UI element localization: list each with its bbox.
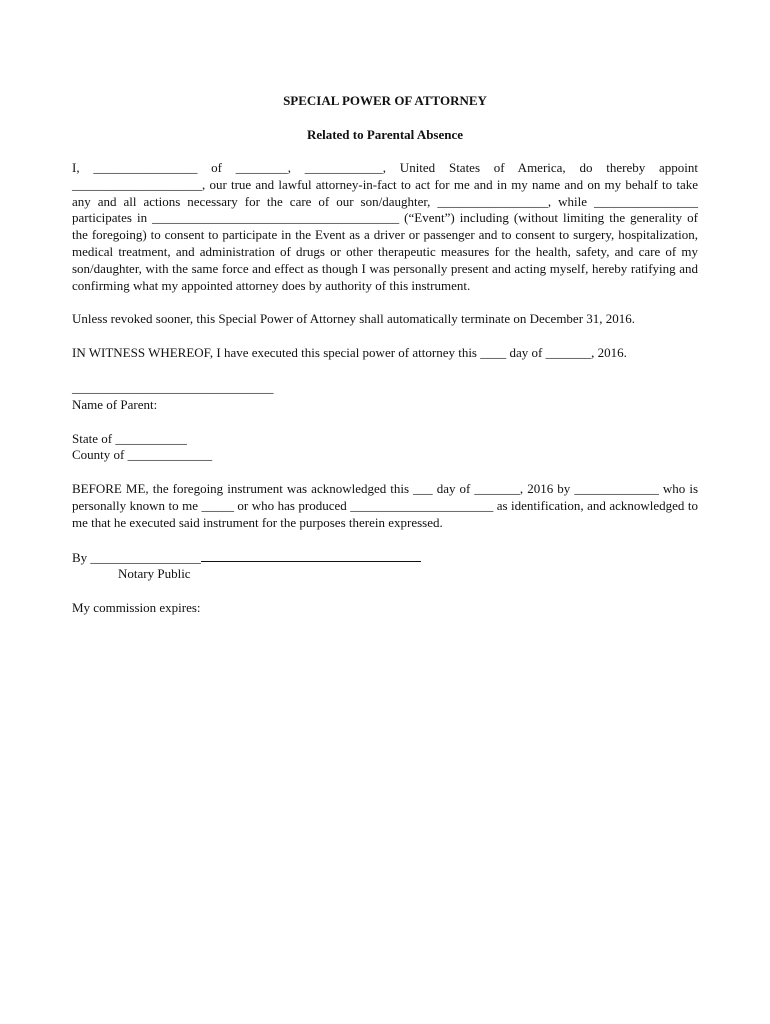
acknowledgment-paragraph: BEFORE ME, the foregoing instrument was acknowledged this ___ day of _______, 2016 by _____________ who is personally known to me _____ or who has produced ______________________ as identification, and acknowledged to me that he executed said instrument for the purposes therein expressed. [72,481,698,530]
witness-paragraph: IN WITNESS WHEREOF, I have executed this special power of attorney this ____ day of _______, 2016. [72,345,627,361]
revocation-paragraph: Unless revoked sooner, this Special Power of Attorney shall automatically terminate on December 31, 2016. [72,311,636,327]
county-line: County of _____________ [72,447,213,463]
document-title: SPECIAL POWER OF ATTORNEY [283,93,487,108]
by-label: By [72,549,88,565]
name-of-parent-label: Name of Parent: [72,396,158,412]
notary-by-line [72,549,698,567]
document-subtitle: Related to Parental Absence [306,127,464,142]
appointment-paragraph: I, ________________ of ________, ____________, United States of America, do thereby appoint ____________________, our true and lawful attorney-in-fact to act for me and in my name and on my behalf to take any and all actions necessary for the care of our son/daughter, _________________, while ________________ participates in ______________________________________ (“Event”) including (without limiting the generality of the foregoing) to consent to participate in the Event as a driver or passenger and to consent to surgery, hospitalization, medical treatment, and administration of drugs or other therapeutic measures for the health, safety, and care of my son/daughter, with the same force and effect as though I was personally present and acting myself, hereby ratifying and confirming what my appointed attorney does by authority of this instrument. [72,160,698,293]
state-line: State of ___________ [72,430,187,446]
notary-signature-line: _________________ [90,549,201,565]
commission-expires-label: My commission expires: [72,600,201,616]
parent-signature-line: _______________________________ [72,379,274,395]
notary-public-label: Notary Public [118,566,191,582]
document-body [72,93,698,617]
notary-signature-rule [201,549,421,562]
